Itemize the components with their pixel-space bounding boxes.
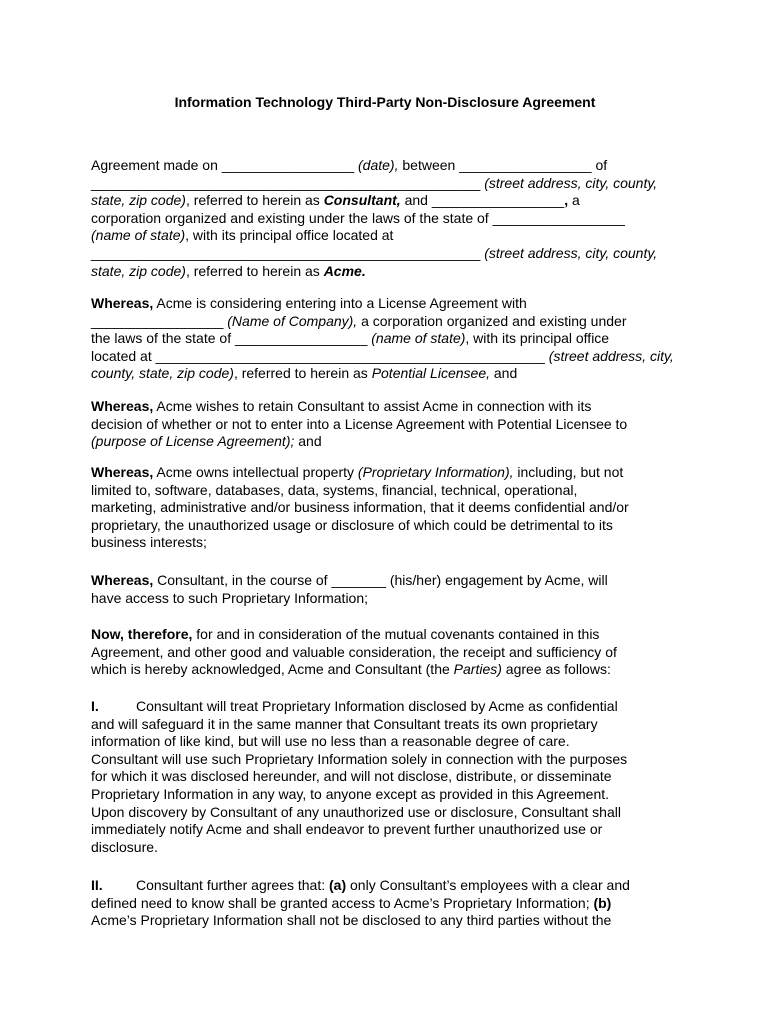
- text: limited to, software, databases, data, systems, financial, technical, operational,: [91, 481, 578, 498]
- text: Agreement, and other good and valuable consideration, the receipt and sufficiency of: [91, 643, 617, 660]
- text: Whereas,: [91, 295, 154, 311]
- text: for and in consideration of the mutual covenants contained in this: [192, 626, 600, 642]
- blank-field: _________________: [492, 209, 625, 226]
- text: (street address, city, county,: [480, 174, 658, 191]
- text: Potential Licensee,: [371, 365, 490, 382]
- section-number: I.: [91, 698, 99, 714]
- text: state, zip code): [91, 192, 186, 209]
- blank-field: __________________________________________________: [91, 244, 481, 261]
- text: and: [400, 192, 432, 209]
- text: and: [294, 433, 322, 450]
- text: Acme.: [323, 262, 366, 279]
- text: county, state, zip code): [91, 365, 234, 382]
- blank-field: _________________: [431, 192, 565, 209]
- text: ,: [564, 192, 569, 209]
- text: and: [490, 365, 518, 382]
- opening-paragraph: [91, 157, 689, 280]
- blank-field: __________________________________________________: [155, 347, 545, 364]
- text: a: [568, 192, 580, 209]
- text: Whereas,: [91, 398, 154, 414]
- text: (a): [329, 877, 347, 893]
- text: information of like kind, but will use no less than a reasonable degree of care.: [91, 733, 570, 750]
- text: and will safeguard it in the same manner that Consultant treats its own proprietary: [91, 715, 598, 732]
- text: Consultant will treat Proprietary Information disclosed by Acme as confidential: [136, 698, 618, 714]
- text: , with its principal office located at: [185, 227, 394, 244]
- now-therefore-paragraph: [91, 626, 689, 679]
- text: Agreement made on: [91, 157, 222, 173]
- blank-field: __________________________________________________: [91, 174, 481, 191]
- blank-field: _________________: [234, 330, 368, 347]
- text: Whereas,: [91, 464, 154, 480]
- text: Proprietary Information in any way, to anyone except as provided in this Agreement.: [91, 785, 610, 802]
- text: (street address, city,: [544, 347, 674, 364]
- text: Acme owns intellectual property: [153, 464, 358, 480]
- text: which is hereby acknowledged, Acme and Consultant (the: [91, 661, 454, 678]
- text: corporation organized and existing under the laws of the state of: [91, 209, 493, 226]
- text: proprietary, the unauthorized usage or disclosure of which could be detrimental to its: [91, 516, 613, 533]
- text: (purpose of License Agreement);: [91, 433, 295, 450]
- blank-field: _________________: [459, 157, 592, 173]
- blank-field: _________________: [221, 157, 355, 173]
- text: , referred to herein as: [185, 262, 324, 279]
- text: Acme’s Proprietary Information shall not be disclosed to any third parties without the: [91, 912, 612, 929]
- text: Consultant will use such Proprietary Information solely in connection with the purposes: [91, 750, 628, 767]
- text: , referred to herein as: [185, 192, 324, 209]
- text: of: [591, 157, 608, 173]
- text: have access to such Proprietary Information;: [91, 589, 369, 606]
- text: Acme wishes to retain Consultant to assist Acme in connection with its: [153, 398, 592, 414]
- text: decision of whether or not to enter into a License Agreement with Potential Licensee to: [91, 415, 628, 432]
- blank-field: _________________: [91, 312, 224, 329]
- text: only Consultant’s employees with a clear and: [346, 877, 630, 893]
- document-title: Information Technology Third-Party Non-Disclosure Agreement: [174, 94, 596, 110]
- text: (street address, city, county,: [480, 244, 658, 261]
- section-i: [91, 698, 689, 856]
- text: disclosure.: [91, 838, 158, 855]
- text: the laws of the state of: [91, 330, 235, 347]
- text: state, zip code): [91, 262, 186, 279]
- text: Consultant, in the course of _______ (his/her) engagement by Acme, will: [153, 572, 608, 588]
- text: , referred to herein as: [233, 365, 372, 382]
- text: Parties): [453, 661, 502, 678]
- whereas-paragraph-2: [91, 398, 689, 451]
- whereas-paragraph-1: [91, 295, 689, 383]
- text: Upon discovery by Consultant of any unauthorized use or disclosure, Consultant shall: [91, 803, 621, 820]
- text: immediately notify Acme and shall endeavor to prevent further unauthorized use or: [91, 821, 603, 838]
- text: (name of state): [91, 227, 186, 244]
- text: between: [398, 157, 460, 173]
- text: Now, therefore,: [91, 626, 193, 642]
- text: Acme is considering entering into a License Agreement with: [153, 295, 527, 311]
- whereas-paragraph-3: [91, 464, 689, 552]
- text: (Proprietary Information),: [357, 464, 514, 480]
- text: agree as follows:: [501, 661, 611, 678]
- text: (date),: [354, 157, 399, 173]
- text: Consultant,: [323, 192, 401, 209]
- text: , with its principal office: [465, 330, 610, 347]
- text: defined need to know shall be granted access to Acme’s Proprietary Information;: [91, 894, 594, 911]
- whereas-paragraph-4: [91, 572, 689, 607]
- text: for which it was disclosed hereunder, and will not disclose, distribute, or disseminate: [91, 768, 612, 785]
- text: including, but not: [513, 464, 624, 480]
- text: (name of state): [367, 330, 466, 347]
- text: located at: [91, 347, 156, 364]
- section-ii: [91, 877, 689, 930]
- text: business interests;: [91, 534, 207, 551]
- section-number: II.: [91, 877, 103, 893]
- text: (Name of Company),: [223, 312, 358, 329]
- text: marketing, administrative and/or business information, that it deems confidential and/or: [91, 499, 629, 516]
- text: Whereas,: [91, 572, 154, 588]
- text: (b): [593, 894, 612, 911]
- text: a corporation organized and existing under: [357, 312, 627, 329]
- text: Consultant further agrees that:: [136, 877, 329, 893]
